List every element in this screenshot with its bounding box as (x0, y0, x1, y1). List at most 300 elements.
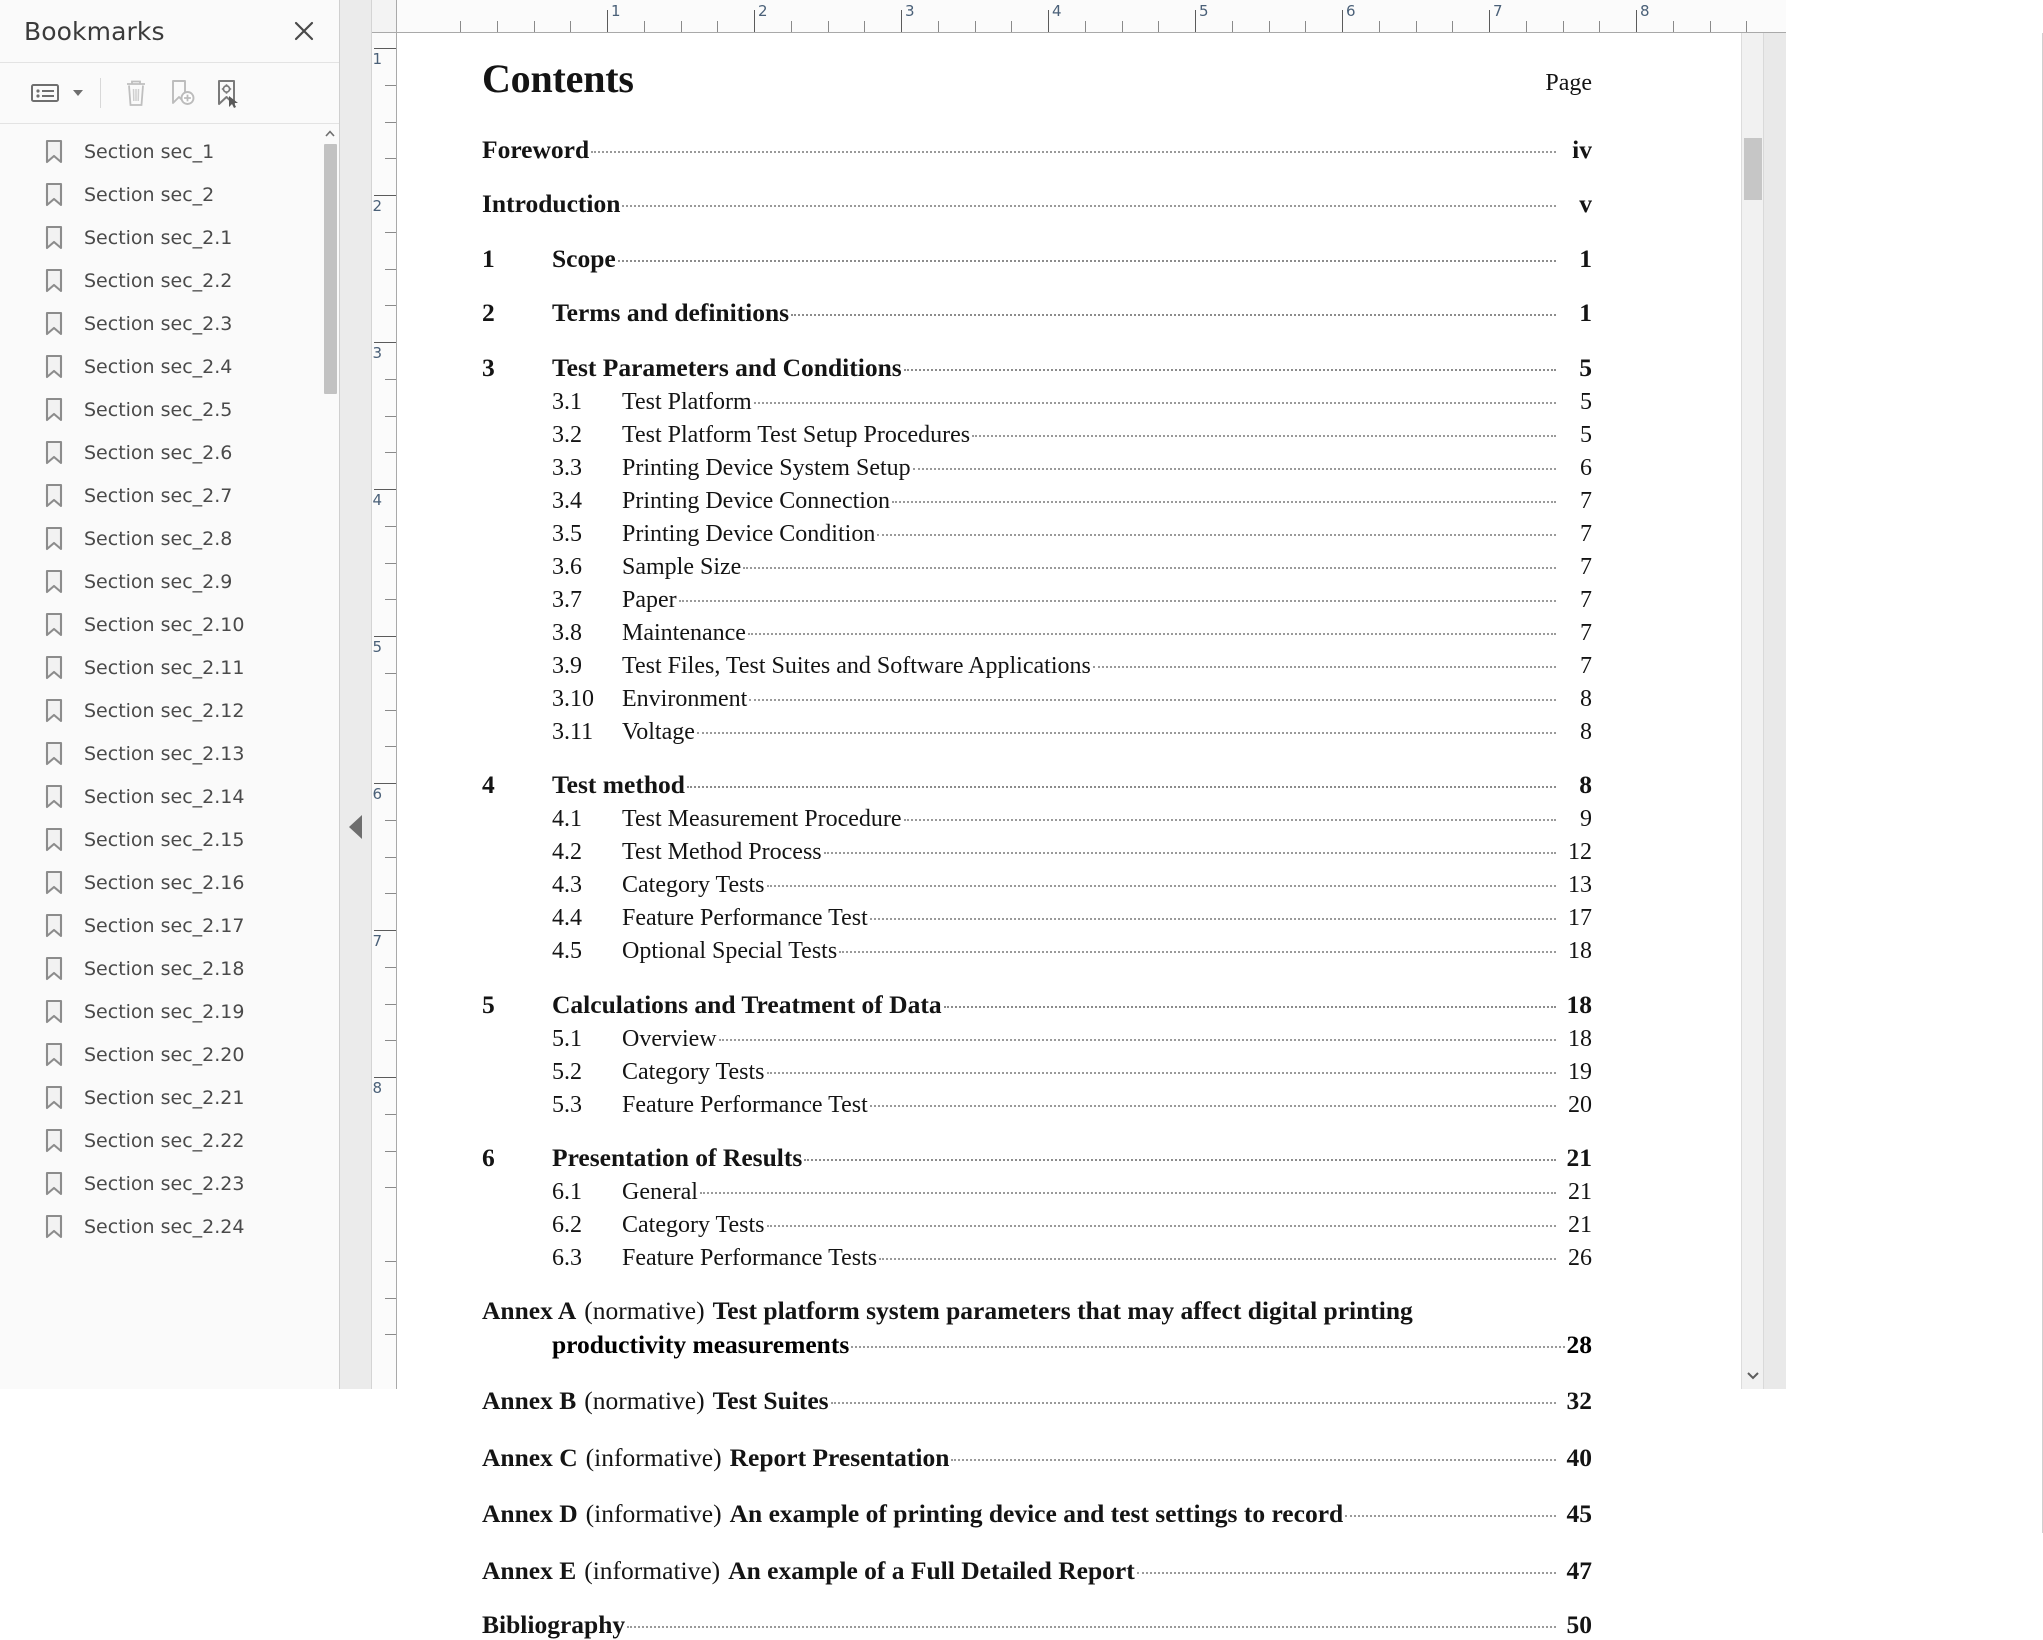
bookmark-item[interactable] (0, 646, 339, 689)
toc-entry-title: Test Platform (622, 389, 752, 416)
toc-entry-title: Test Parameters and Conditions (552, 353, 902, 383)
document-page (397, 33, 2043, 1533)
bookmark-item[interactable] (0, 1119, 339, 1162)
toc-entry-title: Category Tests (622, 872, 765, 899)
bookmark-item-label: Section sec_2.19 (84, 1001, 244, 1023)
toc-entry-title: Optional Special Tests (622, 938, 837, 965)
toc-entry-title: Terms and definitions (552, 298, 789, 328)
toc-entry-title: Test method (552, 770, 685, 800)
bookmark-item-label: Section sec_2.24 (84, 1216, 244, 1238)
ruler-minor-tick (681, 21, 682, 32)
table-of-contents (482, 132, 1592, 1640)
bookmarks-header (0, 0, 339, 62)
toc-entry-number: 6.3 (552, 1245, 622, 1272)
toc-subclause-entry[interactable] (482, 1241, 1592, 1272)
toc-entry-title: Foreword (482, 135, 589, 165)
ruler-minor-tick (717, 21, 718, 32)
toc-leader-dots (879, 1241, 1556, 1265)
toc-annex-line-continued (552, 1327, 1592, 1360)
toc-entry-number: 5.2 (552, 1059, 622, 1086)
annex-title: Test Suites (713, 1386, 829, 1416)
viewer-scrollbar[interactable] (1741, 0, 1763, 1389)
toc-entry-page: 7 (1558, 653, 1592, 680)
toc-entry-page: 7 (1558, 554, 1592, 581)
ruler-minor-tick (1599, 21, 1600, 32)
bookmark-item-label: Section sec_2.2 (84, 270, 232, 292)
toc-leader-dots (944, 987, 1556, 1013)
viewer-scroll-thumb[interactable] (1744, 138, 1762, 200)
bookmark-item-label: Section sec_2.3 (84, 313, 232, 335)
ruler-minor-tick (385, 1334, 396, 1335)
toc-subclause-entry[interactable] (482, 418, 1592, 449)
toc-entry-title: Printing Device Condition (622, 521, 875, 548)
bookmark-icon (44, 139, 72, 165)
toc-back-matter-entry[interactable] (482, 1608, 1592, 1640)
toc-entry-page: 1 (1558, 244, 1592, 274)
bookmarks-scrollbar[interactable] (321, 124, 339, 1389)
toc-entry-title: Test Files, Test Suites and Software Applications (622, 653, 1091, 680)
toc-entry-page: 26 (1558, 1245, 1592, 1272)
document-viewer (372, 0, 1786, 1389)
list-options-icon[interactable] (22, 71, 68, 115)
ruler-minor-tick (1232, 21, 1233, 32)
panel-collapse-gutter (340, 0, 372, 1389)
toc-entry-title: Scope (552, 244, 616, 274)
ruler-tick-label: 1 (611, 2, 621, 20)
page-scroll-area (397, 33, 1741, 1389)
toc-subclause-entry[interactable] (482, 616, 1592, 647)
toc-clause-entry[interactable] (482, 987, 1592, 1020)
toc-subclause-entry[interactable] (482, 1022, 1592, 1053)
annex-title: Test platform system parameters that may affect digital printing (713, 1296, 1413, 1326)
ruler-minor-tick (1452, 21, 1453, 32)
toc-entry-page: iv (1558, 135, 1592, 165)
ruler-tick-label: 8 (1640, 2, 1650, 20)
ruler-minor-tick (385, 746, 396, 747)
ruler-minor-tick (385, 967, 396, 968)
toc-leader-dots (767, 1208, 1556, 1232)
page-content (482, 55, 1592, 1640)
toc-leader-dots (743, 550, 1556, 574)
toc-entry-number: 4.1 (552, 806, 622, 833)
ruler-major-tick (374, 489, 396, 490)
ruler-minor-tick (460, 21, 461, 32)
page-title: Contents (482, 55, 634, 102)
toc-entry-number: 3.7 (552, 587, 622, 614)
ruler-major-tick (374, 342, 396, 343)
locate-bookmark-icon[interactable] (205, 71, 251, 115)
toc-annex-line (482, 1440, 1592, 1473)
bookmark-icon (44, 397, 72, 423)
toc-leader-dots (627, 1608, 1556, 1634)
toc-entry-number: 3.2 (552, 422, 622, 449)
toc-subclause-entry[interactable] (482, 1088, 1592, 1119)
toc-entry-title: Category Tests (622, 1212, 765, 1239)
ruler-minor-tick (385, 526, 396, 527)
toc-entry-number: 5.1 (552, 1026, 622, 1053)
bookmark-item[interactable] (0, 302, 339, 345)
bookmark-icon (44, 440, 72, 466)
ruler-minor-tick (385, 1151, 396, 1152)
ruler-minor-tick (644, 21, 645, 32)
ruler-minor-tick (1122, 21, 1123, 32)
bookmark-icon (44, 698, 72, 724)
annex-title: Report Presentation (730, 1443, 950, 1473)
ruler-minor-tick (385, 599, 396, 600)
toc-front-matter-entry[interactable] (482, 132, 1592, 165)
bookmark-icon (44, 311, 72, 337)
toc-entry-page: 5 (1558, 353, 1592, 383)
toc-subclause-entry[interactable] (482, 868, 1592, 899)
ruler-minor-tick (385, 269, 396, 270)
toc-front-matter-entry[interactable] (482, 187, 1592, 220)
bookmark-item-label: Section sec_2.4 (84, 356, 232, 378)
ruler-minor-tick (497, 21, 498, 32)
annex-label: Annex D (482, 1499, 578, 1529)
ruler-major-tick (374, 1077, 396, 1078)
toc-clause-entry[interactable] (482, 768, 1592, 801)
bookmarks-scroll-thumb[interactable] (324, 144, 337, 394)
bookmark-item[interactable] (0, 1033, 339, 1076)
toc-subclause-entry[interactable] (482, 901, 1592, 932)
ruler-major-tick (1195, 10, 1196, 32)
ruler-minor-tick (828, 21, 829, 32)
bookmark-item-label: Section sec_2.6 (84, 442, 232, 464)
toc-leader-dots (831, 1384, 1556, 1410)
toc-entry-page: 47 (1558, 1556, 1592, 1586)
bookmark-icon (44, 956, 72, 982)
toc-leader-dots (804, 1141, 1556, 1167)
toc-entry-number: 6.1 (552, 1179, 622, 1206)
annex-kind: (informative) (584, 1556, 720, 1586)
bookmark-icon (44, 182, 72, 208)
toc-entry-title: Paper (622, 587, 677, 614)
toc-subclause-entry[interactable] (482, 451, 1592, 482)
ruler-minor-tick (385, 452, 396, 453)
collapse-panel-arrow-icon[interactable] (349, 815, 362, 839)
ruler-major-tick (607, 10, 608, 32)
toc-subclause-entry[interactable] (482, 802, 1592, 833)
toc-annex-entry[interactable] (482, 1296, 1592, 1360)
toc-entry-title: Maintenance (622, 620, 746, 647)
toc-leader-dots (767, 1055, 1556, 1079)
toc-clause-entry[interactable] (482, 241, 1592, 274)
bookmark-item[interactable] (0, 474, 339, 517)
toc-entry-title: Feature Performance Test (622, 1092, 868, 1119)
toc-entry-page: 5 (1558, 389, 1592, 416)
toc-entry-title: Printing Device Connection (622, 488, 890, 515)
toc-annex-entry[interactable] (482, 1440, 1592, 1473)
bookmark-icon (44, 1214, 72, 1240)
toc-subclause-entry[interactable] (482, 484, 1592, 515)
ruler-minor-tick (385, 1040, 396, 1041)
toc-entry-title: Voltage (622, 719, 695, 746)
ruler-tick-label: 3 (372, 344, 382, 362)
bookmark-item[interactable] (0, 775, 339, 818)
toc-entry-page: 7 (1558, 587, 1592, 614)
bookmark-item[interactable] (0, 1162, 339, 1205)
bookmark-item[interactable] (0, 560, 339, 603)
bookmark-item[interactable] (0, 904, 339, 947)
ruler-minor-tick (1526, 21, 1527, 32)
toc-subclause-entry[interactable] (482, 934, 1592, 965)
bookmark-item[interactable] (0, 818, 339, 861)
toc-leader-dots (951, 1440, 1556, 1466)
bookmark-item-label: Section sec_2.16 (84, 872, 244, 894)
bookmark-item-label: Section sec_2.5 (84, 399, 232, 421)
toc-entry-page: 12 (1558, 839, 1592, 866)
toc-subclause-entry[interactable] (482, 649, 1592, 680)
ruler-major-tick (374, 195, 396, 196)
ruler-minor-tick (385, 893, 396, 894)
ruler-minor-tick (385, 673, 396, 674)
toc-annex-entry[interactable] (482, 1553, 1592, 1586)
ruler-minor-tick (385, 1114, 396, 1115)
ruler-major-tick (1048, 10, 1049, 32)
toc-entry-number: 3.3 (552, 455, 622, 482)
bookmark-icon (44, 354, 72, 380)
toc-entry-number: 3 (482, 353, 552, 383)
toc-annex-line (482, 1497, 1592, 1530)
toc-subclause-entry[interactable] (482, 835, 1592, 866)
toc-leader-dots (679, 583, 1556, 607)
ruler-tick-label: 6 (372, 785, 382, 803)
bookmark-icon (44, 741, 72, 767)
bookmark-item[interactable] (0, 1205, 339, 1248)
bookmark-icon (44, 612, 72, 638)
toc-leader-dots (904, 802, 1556, 826)
ruler-minor-tick (975, 21, 976, 32)
toc-entry-page: 7 (1558, 620, 1592, 647)
ruler-major-tick (374, 48, 396, 49)
ruler-minor-tick (385, 563, 396, 564)
ruler-tick-label: 5 (1199, 2, 1209, 20)
close-icon[interactable] (287, 14, 321, 48)
bookmark-icon (44, 569, 72, 595)
ruler-minor-tick (1563, 21, 1564, 32)
toc-subclause-entry[interactable] (482, 682, 1592, 713)
toc-subclause-entry[interactable] (482, 1175, 1592, 1206)
trash-icon[interactable] (113, 71, 159, 115)
toc-entry-number: 4.5 (552, 938, 622, 965)
bookmark-item-label: Section sec_2.22 (84, 1130, 244, 1152)
toc-subclause-entry[interactable] (482, 715, 1592, 746)
toc-entry-page: 50 (1558, 1610, 1592, 1640)
toc-leader-dots (700, 1175, 1556, 1199)
ruler-minor-tick (1746, 21, 1747, 32)
add-bookmark-icon[interactable] (159, 71, 205, 115)
toc-leader-dots (622, 187, 1556, 213)
toc-subclause-entry[interactable] (482, 1055, 1592, 1086)
chevron-down-icon[interactable] (68, 71, 88, 115)
toc-entry-page: 8 (1558, 719, 1592, 746)
ruler-minor-tick (385, 85, 396, 86)
bookmark-item[interactable] (0, 1076, 339, 1119)
toc-entry-title: Feature Performance Test (622, 905, 868, 932)
toc-entry-title: Printing Device System Setup (622, 455, 911, 482)
toc-entry-page: v (1558, 189, 1592, 219)
bookmark-icon (44, 913, 72, 939)
bookmark-item[interactable] (0, 861, 339, 904)
toc-entry-number: 1 (482, 244, 552, 274)
toc-entry-title: Overview (622, 1026, 717, 1053)
ruler-minor-tick (385, 305, 396, 306)
bookmark-item[interactable] (0, 216, 339, 259)
bookmarks-title: Bookmarks (24, 17, 287, 46)
bookmark-item-label: Section sec_2.11 (84, 657, 244, 679)
annex-kind: (informative) (586, 1499, 722, 1529)
ruler-tick-label: 6 (1346, 2, 1356, 20)
toc-leader-dots (749, 682, 1556, 706)
bookmark-icon (44, 1085, 72, 1111)
toc-entry-page: 20 (1558, 1092, 1592, 1119)
toc-annex-line (482, 1553, 1592, 1586)
toc-entry-page: 19 (1558, 1059, 1592, 1086)
toc-subclause-entry[interactable] (482, 1208, 1592, 1239)
annex-title-continued: productivity measurements (552, 1330, 849, 1360)
viewer-right-edge (1763, 0, 1786, 1389)
ruler-major-tick (1342, 10, 1343, 32)
toc-subclause-entry[interactable] (482, 583, 1592, 614)
toc-subclause-entry[interactable] (482, 517, 1592, 548)
toc-entry-page: 45 (1558, 1499, 1592, 1529)
toc-entry-number: 6.2 (552, 1212, 622, 1239)
ruler-minor-tick (1158, 21, 1159, 32)
toc-leader-dots (618, 241, 1556, 267)
toc-entry-number: 4.3 (552, 872, 622, 899)
toc-subclause-entry[interactable] (482, 385, 1592, 416)
toc-entry-page: 28 (1567, 1330, 1593, 1360)
ruler-major-tick (754, 10, 755, 32)
bookmark-item-label: Section sec_2.14 (84, 786, 244, 808)
bookmark-item-label: Section sec_2.12 (84, 700, 244, 722)
page-column-header: Page (1545, 70, 1592, 102)
toc-entry-number: 2 (482, 298, 552, 328)
ruler-tick-label: 8 (372, 1079, 382, 1097)
bookmark-item[interactable] (0, 173, 339, 216)
toc-entry-page: 13 (1558, 872, 1592, 899)
toc-entry-number: 3.4 (552, 488, 622, 515)
toc-clause-entry[interactable] (482, 1141, 1592, 1174)
ruler-tick-label: 7 (1493, 2, 1503, 20)
toc-entry-page: 7 (1558, 521, 1592, 548)
annex-label: Annex B (482, 1386, 576, 1416)
bookmark-item[interactable] (0, 517, 339, 560)
toc-entry-number: 4.4 (552, 905, 622, 932)
toc-leader-dots (870, 901, 1556, 925)
bookmark-item[interactable] (0, 689, 339, 732)
toc-clause-entry[interactable] (482, 350, 1592, 383)
bookmark-item[interactable] (0, 345, 339, 388)
toc-entry-page: 6 (1558, 455, 1592, 482)
ruler-minor-tick (1305, 21, 1306, 32)
toc-entry-title: Test Platform Test Setup Procedures (622, 422, 970, 449)
ruler-minor-tick (385, 379, 396, 380)
toc-entry-number: 4.2 (552, 839, 622, 866)
toc-entry-page: 8 (1558, 686, 1592, 713)
toolbar-divider (100, 78, 101, 108)
toc-entry-number: 4 (482, 770, 552, 800)
toc-subclause-entry[interactable] (482, 550, 1592, 581)
ruler-major-tick (1489, 10, 1490, 32)
toc-entry-number: 3.5 (552, 521, 622, 548)
toc-entry-page: 17 (1558, 905, 1592, 932)
ruler-minor-tick (385, 232, 396, 233)
bookmark-item[interactable] (0, 990, 339, 1033)
ruler-minor-tick (385, 416, 396, 417)
toc-entry-page: 18 (1558, 1026, 1592, 1053)
ruler-minor-tick (864, 21, 865, 32)
toc-entry-number: 3.10 (552, 686, 622, 713)
toc-leader-dots (892, 484, 1556, 508)
bookmark-item[interactable] (0, 732, 339, 775)
ruler-tick-label: 2 (372, 197, 382, 215)
toc-leader-dots (767, 868, 1556, 892)
scroll-up-icon[interactable] (321, 124, 339, 142)
toc-clause-entry[interactable] (482, 296, 1592, 329)
contents-heading-row (482, 55, 1592, 102)
toc-entry-page: 32 (1558, 1386, 1592, 1416)
toc-leader-dots (748, 616, 1556, 640)
toc-entry-page: 7 (1558, 488, 1592, 515)
toc-leader-dots (791, 296, 1556, 322)
toc-entry-title: Category Tests (622, 1059, 765, 1086)
ruler-tick-label: 4 (1052, 2, 1062, 20)
ruler-minor-tick (1673, 21, 1674, 32)
bookmark-item[interactable] (0, 431, 339, 474)
toc-leader-dots (719, 1022, 1556, 1046)
bookmark-item-label: Section sec_1 (84, 141, 214, 163)
bookmark-item-label: Section sec_2.18 (84, 958, 244, 980)
toc-annex-entry[interactable] (482, 1384, 1592, 1417)
viewer-scroll-down-icon[interactable] (1742, 1363, 1764, 1389)
toc-leader-dots (839, 934, 1556, 958)
bookmark-item[interactable] (0, 947, 339, 990)
bookmark-item-label: Section sec_2.9 (84, 571, 232, 593)
bookmark-item[interactable] (0, 259, 339, 302)
toc-entry-number: 3.1 (552, 389, 622, 416)
toc-entry-title: Bibliography (482, 1610, 625, 1640)
toc-entry-page: 21 (1558, 1143, 1592, 1173)
bookmark-item-label: Section sec_2.10 (84, 614, 244, 636)
toc-annex-entry[interactable] (482, 1497, 1592, 1530)
toc-entry-title: Presentation of Results (552, 1143, 802, 1173)
annex-kind: (informative) (586, 1443, 722, 1473)
ruler-minor-tick (385, 1004, 396, 1005)
annex-label: Annex A (482, 1296, 576, 1326)
bookmark-item[interactable] (0, 388, 339, 431)
ruler-minor-tick (791, 21, 792, 32)
bookmark-item-label: Section sec_2.15 (84, 829, 244, 851)
bookmark-item[interactable] (0, 603, 339, 646)
annex-kind: (normative) (584, 1386, 704, 1416)
toc-leader-dots (913, 451, 1556, 475)
toc-entry-page: 1 (1558, 298, 1592, 328)
ruler-major-tick (374, 930, 396, 931)
toc-entry-number: 6 (482, 1143, 552, 1173)
bookmark-item-label: Section sec_2.23 (84, 1173, 244, 1195)
bookmark-item[interactable] (0, 130, 339, 173)
ruler-minor-tick (385, 158, 396, 159)
toc-annex-line (482, 1384, 1592, 1417)
ruler-minor-tick (1710, 21, 1711, 32)
bookmark-icon (44, 1128, 72, 1154)
bookmark-icon (44, 1042, 72, 1068)
ruler-minor-tick (385, 1261, 396, 1262)
toc-entry-title: Environment (622, 686, 747, 713)
bookmarks-toolbar (0, 62, 339, 124)
toc-entry-page: 21 (1558, 1212, 1592, 1239)
